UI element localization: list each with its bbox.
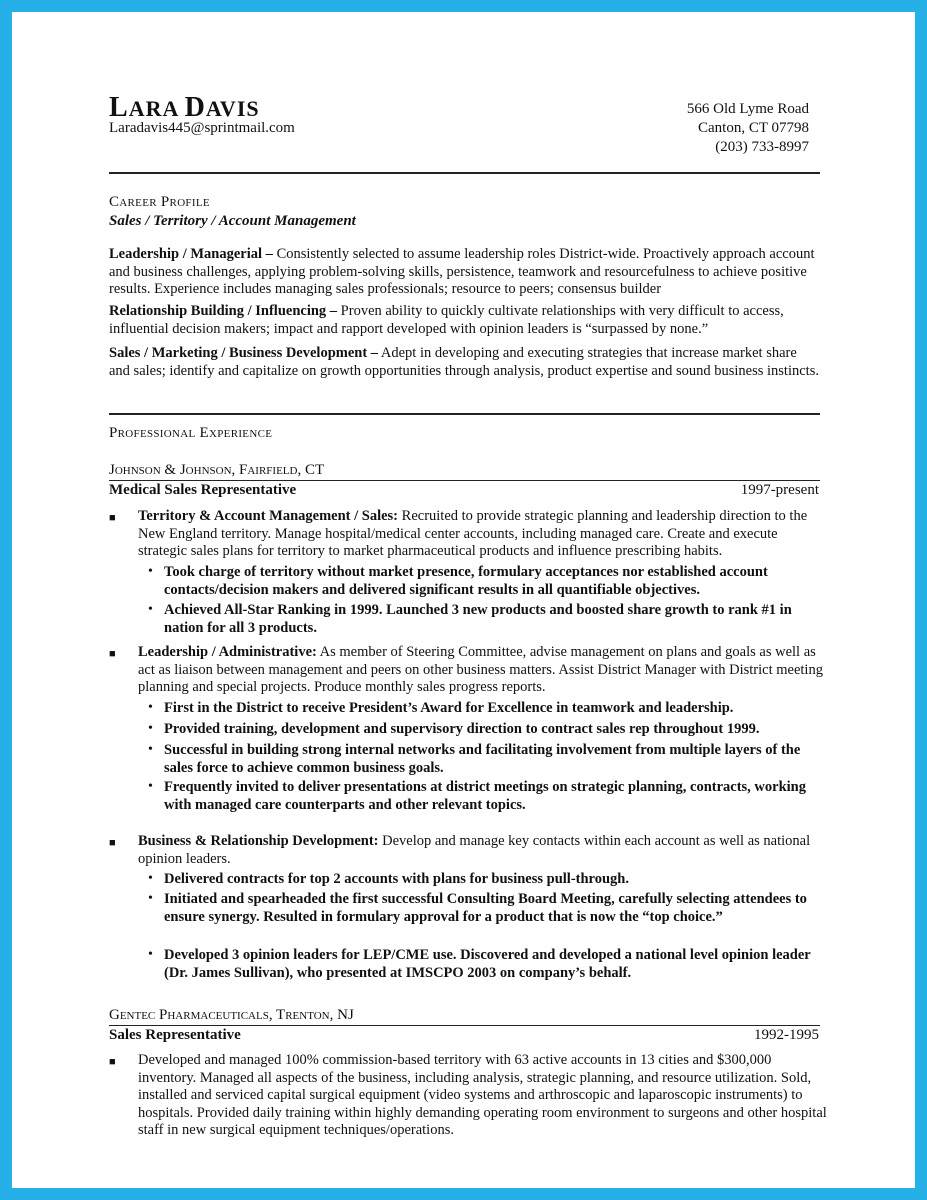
contact-block <box>687 100 809 157</box>
profile-item <box>109 303 821 338</box>
section-label: Leadership / Administrative: <box>138 644 317 660</box>
square-bullet-icon: ■ <box>109 648 116 660</box>
profile-item <box>109 246 821 299</box>
achievement-bullet: Developed 3 opinion leaders for LEP/CME use. Discovered and developed a national level opinion leader (Dr. James Sullivan), who presented at IMSCPO 2003 on company’s behalf. <box>164 947 811 981</box>
profile-item-label: Sales / Marketing / Business Development – <box>109 345 379 361</box>
section-label: Business & Relationship Development: <box>138 833 379 849</box>
profile-item-text: Proven ability to quickly cultivate relationships with very difficult to access, influential decision makers; impact and rapport developed with opinion leaders is “surpassed by none.” <box>109 303 784 337</box>
career-profile-subtitle: Sales / Territory / Account Management <box>109 213 356 229</box>
round-bullet-icon: • <box>148 721 153 736</box>
profile-item-text: Consistently selected to assume leadership roles District-wide. Proactively approach account and business challenges, applying problem-solving skills, persistence, teamwork and resourcefulness to achieve positive results. Experience includes managing sales professionals; resource to peers; consensus builder <box>109 246 815 297</box>
candidate-name: LARA DAVIS <box>109 92 260 123</box>
square-bullet-icon: ■ <box>109 837 116 849</box>
section-text: As member of Steering Committee, advise management on plans and goals as well as act as liaison between management and peers on other business matters. Assist District Manager with District meeting planning and special projects. Produce monthly sales progress reports. <box>138 644 823 695</box>
achievement-bullet: Initiated and spearheaded the first successful Consulting Board Meeting, carefully selecting attendees to ensure synergy. Resulted in formulary approval for a product that is now the “top choice.” <box>164 891 807 925</box>
achievement-bullet: Provided training, development and supervisory direction to contract sales rep throughout 1999. <box>164 721 760 737</box>
job-section <box>138 833 828 868</box>
round-bullet-icon: • <box>148 779 153 794</box>
experience-heading: Professional Experience <box>109 425 273 441</box>
company-name: Johnson & Johnson, Fairfield, CT <box>109 462 325 478</box>
section-label: Territory & Account Management / Sales: <box>138 508 399 524</box>
job-dates: 1992-1995 <box>754 1027 819 1043</box>
email-address: Laradavis445@sprintmail.com <box>109 120 295 136</box>
achievement-bullet: Frequently invited to deliver presentations at district meetings on strategic planning, contracts, working with managed care counterparts and other relevant topics. <box>164 779 806 813</box>
job-dates: 1997-present <box>740 482 819 498</box>
round-bullet-icon: • <box>148 947 153 962</box>
header-divider <box>109 172 820 174</box>
company-divider <box>109 1025 820 1026</box>
achievement-bullet: Delivered contracts for top 2 accounts with plans for business pull-through. <box>164 871 629 887</box>
job-title: Medical Sales Representative <box>109 482 297 498</box>
section-text: Recruited to provide strategic planning and leadership direction to the New England territory. Manage hospital/medical center accounts, including managed care. Create and execute strategic sales plans for territory to market pharmaceutical products and influence prescribing habits. <box>138 508 808 559</box>
job-section <box>138 508 828 561</box>
achievement-bullet: First in the District to receive President’s Award for Excellence in teamwork and leadership. <box>164 700 734 716</box>
profile-divider <box>109 413 820 415</box>
profile-item-text: Adept in developing and executing strategies that increase market share and sales; identify and capitalize on growth opportunities through analysis, product expertise and sound business instincts. <box>109 345 819 379</box>
round-bullet-icon: • <box>148 871 153 886</box>
section-text: Develop and manage key contacts within each account as well as national opinion leaders. <box>138 833 811 867</box>
profile-item-label: Leadership / Managerial – <box>109 246 273 262</box>
round-bullet-icon: • <box>148 602 153 617</box>
round-bullet-icon: • <box>148 700 153 715</box>
achievement-bullet: Achieved All-Star Ranking in 1999. Launched 3 new products and boosted share growth to rank #1 in nation for all 3 products. <box>164 602 792 636</box>
job-section: Developed and managed 100% commission-based territory with 63 active accounts in 13 cities and $300,000 inventory. Managed all aspects of the business, including analysis, strategic planning, and resource utilization. Sold, installed and serviced capital surgical equipment (video systems and arthroscopic and laparoscopic instruments) to hospitals. Provided daily training within highly demanding operating room environment to surgeons and other hospital staff in new surgical equipment techniques/operations. <box>138 1052 827 1138</box>
round-bullet-icon: • <box>148 564 153 579</box>
achievement-bullet: Took charge of territory without market presence, formulary acceptances nor established account contacts/decision makers and delivered significant results in all quantifiable objectives. <box>164 564 768 598</box>
profile-item-label: Relationship Building / Influencing – <box>109 303 338 319</box>
job-section <box>138 644 828 697</box>
square-bullet-icon: ■ <box>109 1056 116 1068</box>
company-name: Gentec Pharmaceuticals, Trenton, NJ <box>109 1007 354 1023</box>
company-divider <box>109 480 820 481</box>
round-bullet-icon: • <box>148 891 153 906</box>
job-title-row <box>109 482 819 499</box>
square-bullet-icon: ■ <box>109 512 116 524</box>
achievement-bullet: Successful in building strong internal networks and facilitating involvement from multiple layers of the sales force to achieve common business goals. <box>164 742 801 776</box>
job-title: Sales Representative <box>109 1027 241 1043</box>
job-title-row <box>109 1027 819 1044</box>
address-line-2: Canton, CT 07798 <box>698 120 809 136</box>
career-profile-heading: Career Profile <box>109 194 210 210</box>
profile-item <box>109 345 821 380</box>
address-line-1: 566 Old Lyme Road <box>686 101 809 117</box>
phone-number: (203) 733-8997 <box>715 139 809 155</box>
round-bullet-icon: • <box>148 742 153 757</box>
